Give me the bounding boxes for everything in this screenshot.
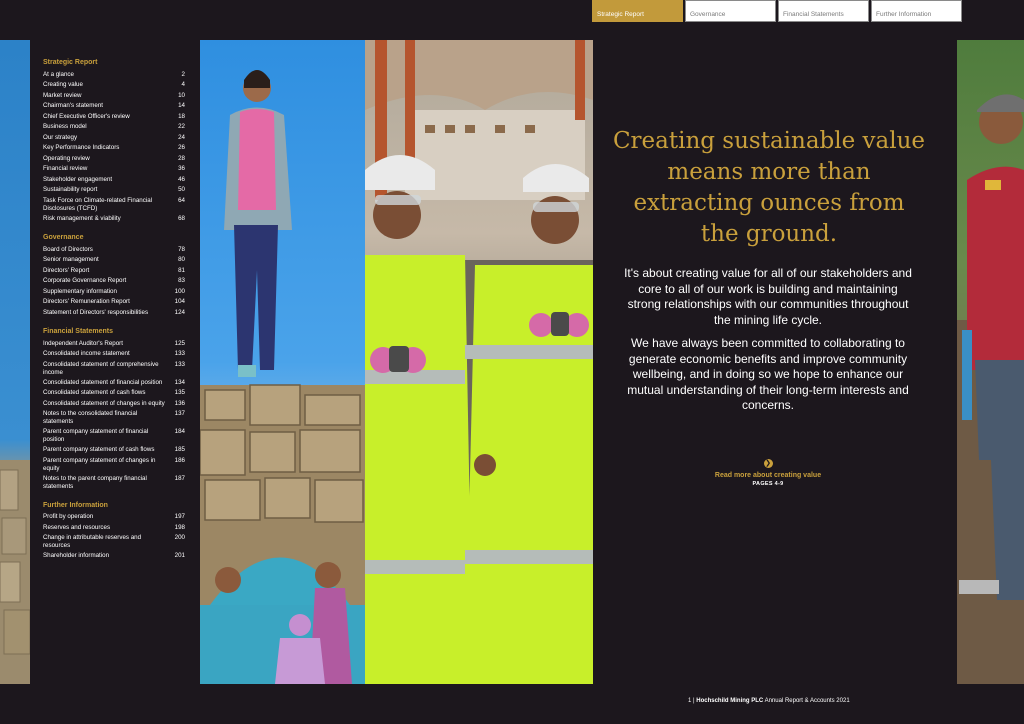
toc-item[interactable]: [43, 388, 185, 399]
toc-item-page: 4: [181, 81, 185, 88]
toc-item-label: Reserves and resources: [43, 523, 111, 531]
toc-item-label: Consolidated statement of comprehensive income: [43, 360, 159, 376]
toc-item-label: Consolidated statement of financial position: [43, 378, 163, 386]
toc-item-label: Profit by operation: [43, 513, 94, 520]
toc-section-strategic: Strategic Report: [43, 59, 98, 66]
toc-item-page: 78: [178, 245, 185, 253]
toc-item-label: Directors' Report: [43, 266, 90, 274]
toc-item[interactable]: [43, 154, 185, 165]
toc-item[interactable]: [43, 551, 185, 562]
page-headline: Creating sustainable value means more than extracting ounces from the ground.: [612, 128, 926, 247]
page-number: 1: [688, 698, 692, 704]
tab-governance[interactable]: Governance: [685, 0, 776, 22]
toc-item-page: 200: [174, 534, 185, 541]
toc-item-page: 136: [174, 399, 185, 407]
toc-item-label: Chairman's statement: [43, 102, 103, 109]
toc-list-governance: [43, 245, 185, 319]
toc-item-page: 185: [174, 446, 185, 453]
toc-item[interactable]: [43, 185, 185, 196]
toc-item-page: 28: [178, 154, 185, 162]
toc-item[interactable]: [43, 523, 185, 534]
footer-divider: |: [693, 698, 697, 704]
toc-item-label: Supplementary information: [43, 287, 117, 295]
toc-item-page: 64: [178, 196, 185, 204]
toc-item-page: 68: [178, 214, 185, 222]
toc-item-page: 133: [174, 360, 185, 368]
toc-item-label: Consolidated statement of cash flows: [43, 389, 146, 396]
toc-item[interactable]: [43, 409, 185, 427]
toc-item-page: 124: [174, 308, 185, 316]
toc-item[interactable]: [43, 456, 185, 474]
toc-item-page: 186: [174, 456, 185, 464]
mine-workers-photo: [365, 40, 593, 684]
read-more-block[interactable]: [622, 452, 914, 487]
toc-item-page: 46: [178, 175, 185, 183]
toc-item[interactable]: [43, 339, 185, 350]
toc-item-page: 36: [178, 165, 185, 172]
toc-item-label: Directors' Remuneration Report: [43, 298, 130, 305]
toc-item-page: 134: [174, 378, 185, 386]
toc-list-strategic: [43, 70, 185, 225]
toc-item-page: 125: [174, 339, 185, 347]
toc-item[interactable]: [43, 70, 185, 81]
toc-section-governance: Governance: [43, 234, 84, 241]
toc-item-page: 50: [178, 186, 185, 193]
toc-item-page: 133: [174, 350, 185, 357]
toc-item[interactable]: [43, 512, 185, 523]
toc-item-page: 10: [178, 91, 185, 99]
footer-document: Annual Report & Accounts 2021: [764, 698, 850, 704]
toc-item-page: 137: [174, 410, 185, 417]
toc-item[interactable]: [43, 427, 185, 445]
toc-item-label: Senior management: [43, 256, 99, 263]
page-footer: [688, 698, 850, 704]
read-more-link[interactable]: Read more about creating value: [714, 472, 822, 479]
toc-item[interactable]: [43, 287, 185, 298]
body-text: [622, 266, 914, 422]
toc-item[interactable]: [43, 196, 185, 214]
toc-item[interactable]: [43, 360, 185, 378]
toc-item[interactable]: [43, 91, 185, 102]
body-paragraph-1: It's about creating value for all of our stakeholders and core to all of our work is building and maintaining strong relationships with our communities throughout the mining life cycle.: [624, 266, 912, 327]
toc-item-page: 184: [174, 428, 185, 435]
toc-item-label: Risk management & viability: [43, 214, 121, 222]
left-edge-photo: [0, 40, 30, 684]
toc-item[interactable]: [43, 214, 185, 225]
toc-item-label: Statement of Directors' responsibilities: [43, 308, 149, 316]
toc-item-page: 80: [178, 256, 185, 263]
toc-item-label: Financial review: [43, 165, 88, 172]
toc-section-further: Further Information: [43, 501, 108, 509]
toc-item-label: Change in attributable reserves and resources: [43, 534, 142, 549]
toc-item[interactable]: [43, 378, 185, 389]
toc-item-page: 24: [178, 133, 185, 141]
toc-item-label: Business model: [43, 123, 87, 130]
tab-strategic-report[interactable]: Strategic Report: [592, 0, 683, 22]
toc-item-page: 83: [178, 277, 185, 284]
toc-item-label: Notes to the consolidated financial statements: [43, 410, 138, 425]
toc-item[interactable]: [43, 266, 185, 277]
toc-item-label: Independent Auditor's Report: [43, 339, 123, 347]
toc-item-page: 201: [174, 552, 185, 559]
toc-item-label: At a glance: [43, 70, 74, 78]
toc-item[interactable]: [43, 133, 185, 144]
toc-item-label: Consolidated statement of changes in equity: [43, 399, 165, 407]
toc-item-label: Market review: [43, 91, 82, 99]
toc-item[interactable]: [43, 143, 185, 154]
toc-item[interactable]: [43, 80, 185, 91]
farmer-photo: [957, 40, 1024, 684]
toc-item-label: Sustainability report: [43, 186, 98, 193]
toc-item-label: Chief Executive Officer's review: [43, 112, 130, 120]
toc-item-page: 2: [181, 70, 185, 78]
toc-item[interactable]: [43, 245, 185, 256]
toc-item-page: 197: [174, 513, 185, 520]
toc-item-page: 18: [178, 112, 185, 120]
toc-item-label: Our strategy: [43, 133, 78, 141]
toc-item-label: Corporate Governance Report: [43, 277, 127, 284]
toc-list-financial: [43, 339, 185, 492]
toc-item[interactable]: [43, 164, 185, 175]
toc-item[interactable]: [43, 112, 185, 123]
toc-item-page: 100: [174, 287, 185, 295]
toc-item-label: Consolidated income statement: [43, 350, 130, 357]
footer-company: Hochschild Mining PLC: [696, 698, 764, 704]
toc-item[interactable]: [43, 175, 185, 186]
toc-list-further: [43, 512, 185, 562]
toc-item[interactable]: [43, 399, 185, 410]
toc-section-financial: Financial Statements: [43, 328, 114, 335]
section-tabs: [592, 0, 962, 22]
toc-item[interactable]: [43, 101, 185, 112]
toc-item-label: Task Force on Climate-related Financial Disclosures (TCFD): [43, 196, 153, 212]
toc-item-label: Creating value: [43, 81, 83, 88]
toc-item[interactable]: [43, 308, 185, 319]
toc-item-label: Stakeholder engagement: [43, 175, 113, 183]
read-more-pages: PAGES 4-9: [752, 481, 784, 487]
toc-item-page: 135: [174, 389, 185, 396]
toc-item[interactable]: [43, 255, 185, 266]
tab-financial-statements[interactable]: Financial Statements: [778, 0, 869, 22]
toc-item-label: Parent company statement of changes in equity: [43, 456, 156, 472]
toc-item[interactable]: [43, 122, 185, 133]
toc-item-label: Board of Directors: [43, 245, 93, 253]
toc-item-page: 26: [178, 144, 185, 151]
toc-item-page: 104: [174, 298, 185, 305]
arrow-right-icon[interactable]: ❯: [765, 460, 771, 467]
toc-item[interactable]: [43, 349, 185, 360]
toc-item[interactable]: [43, 297, 185, 308]
toc-item[interactable]: [43, 533, 185, 551]
toc-item-label: Parent company statement of cash flows: [43, 446, 155, 453]
toc-item[interactable]: [43, 474, 185, 492]
toc-item[interactable]: [43, 445, 185, 456]
toc-item-label: Parent company statement of financial position: [43, 428, 149, 443]
toc-item-page: 22: [178, 123, 185, 130]
toc-item-label: Notes to the parent company financial statements: [43, 474, 147, 490]
toc-item-label: Operating review: [43, 154, 90, 162]
toc-item[interactable]: [43, 276, 185, 287]
table-of-contents: [43, 58, 185, 562]
body-paragraph-2: We have always been committed to collaborating to generate economic benefits and improve community wellbeing, and in doing so we hope to enhance our mutual understanding of their long-term interests and concerns.: [627, 336, 909, 412]
toc-item-page: 198: [174, 523, 185, 531]
toc-item-label: Key Performance Indicators: [43, 144, 120, 151]
toc-item-label: Shareholder information: [43, 552, 110, 559]
tab-further-information[interactable]: Further Information: [871, 0, 962, 22]
toc-item-page: 187: [174, 474, 185, 482]
girl-on-wall-photo: [200, 40, 365, 684]
toc-item-page: 81: [178, 266, 185, 274]
toc-item-page: 14: [178, 102, 185, 109]
